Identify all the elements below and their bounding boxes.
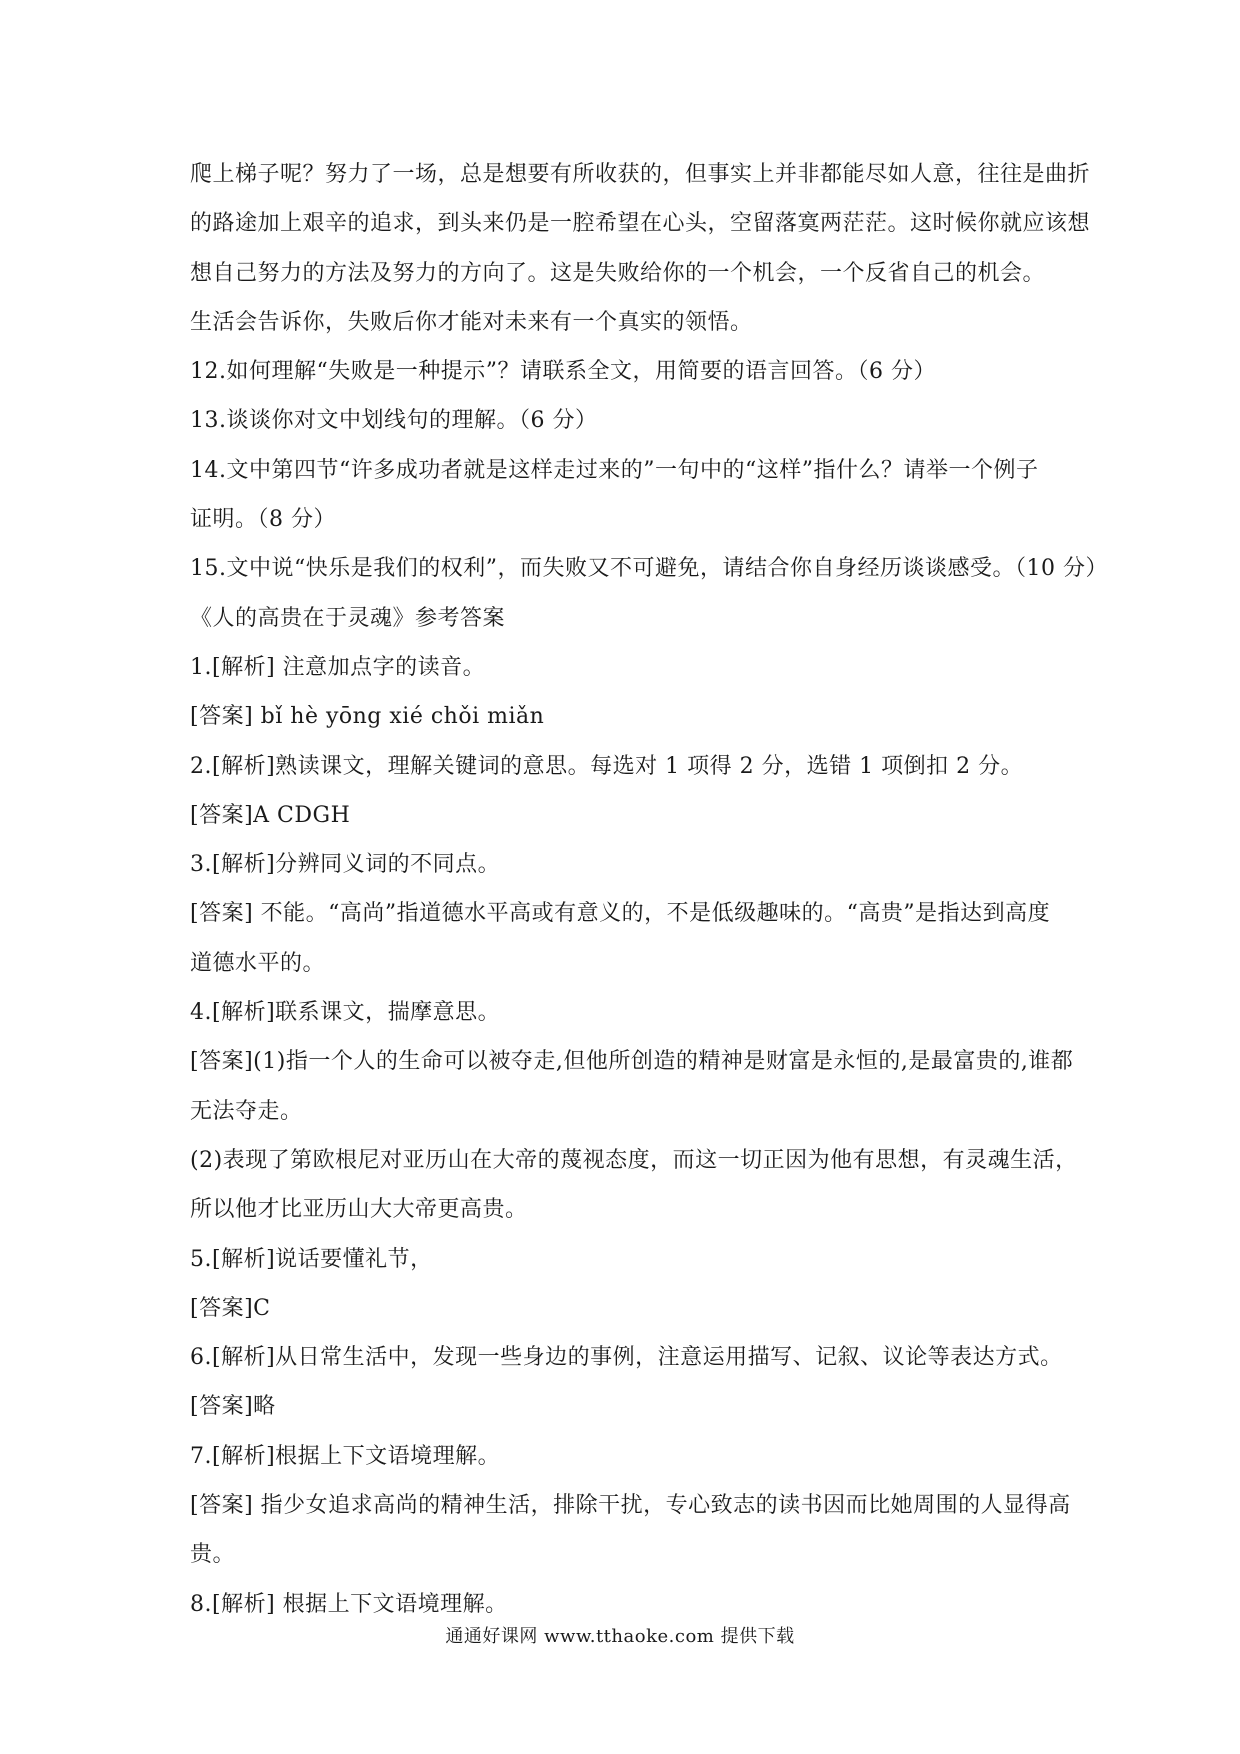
answer-5: [答案]C [190, 1295, 271, 1321]
text-line: 想自己努力的方法及努力的方向了。这是失败给你的一个机会，一个反省自己的机会。 [190, 260, 1046, 286]
analysis-2: 2.[解析]熟读课文，理解关键词的意思。每选对 1 项得 2 分，选错 1 项倒扣 2 分。 [190, 753, 1024, 779]
text-line: 爬上梯子呢？努力了一场，总是想要有所收获的，但事实上并非都能尽如人意，往往是曲折 [190, 162, 1091, 187]
analysis-3: 3.[解析]分辨同义词的不同点。 [190, 852, 501, 878]
question-13: 13.谈谈你对文中划线句的理解。（6 分） [190, 408, 598, 434]
analysis-5: 5.[解析]说话要懂礼节， [190, 1246, 433, 1272]
answer-4-part-1-cont: 无法夺走。 [190, 1098, 303, 1124]
analysis-8: 8.[解析] 根据上下文语境理解。 [190, 1591, 508, 1617]
answer-7-cont: 贵。 [190, 1542, 236, 1568]
question-15: 15.文中说“快乐是我们的权利”，而失败又不可避免，请结合你自身经历谈谈感受。（10 分） [190, 556, 1108, 582]
analysis-1: 1.[解析] 注意加点字的读音。 [190, 654, 486, 680]
analysis-7: 7.[解析]根据上下文语境理解。 [190, 1443, 501, 1469]
answer-1: [答案] bǐ hè yōng xié chǒi miǎn [190, 704, 545, 730]
answer-3: [答案] 不能。“高尚”指道德水平高或有意义的，不是低级趣味的。“高贵”是指达到高度 [190, 901, 1051, 927]
text-line: 生活会告诉你，失败后你才能对未来有一个真实的领悟。 [190, 309, 753, 335]
text-line: 的路途加上艰辛的追求，到头来仍是一腔希望在心头，空留落寞两茫茫。这时候你就应该想 [190, 211, 1091, 237]
answer-3-cont: 道德水平的。 [190, 950, 326, 976]
question-14-cont: 证明。（8 分） [190, 507, 336, 533]
analysis-4: 4.[解析]联系课文，揣摩意思。 [190, 1000, 501, 1026]
question-14: 14.文中第四节“许多成功者就是这样走过来的”一句中的“这样”指什么？请举一个例子 [190, 457, 1039, 483]
page-footer: 通通好课网 www.tthaoke.com 提供下载 [445, 1626, 795, 1647]
answer-4-part-2: (2)表现了第欧根尼对亚历山在大帝的蔑视态度，而这一切正因为他有思想，有灵魂生活， [190, 1147, 1078, 1173]
analysis-6: 6.[解析]从日常生活中，发现一些身边的事例，注意运用描写、记叙、议论等表达方式。 [190, 1345, 1063, 1371]
document-body [190, 150, 1108, 1629]
question-12: 12.如何理解“失败是一种提示”？请联系全文，用简要的语言回答。（6 分） [190, 359, 936, 385]
answer-7: [答案] 指少女追求高尚的精神生活，排除干扰，专心致志的读书因而比她周围的人显得高 [190, 1493, 1071, 1519]
answer-2: [答案]A CDGH [190, 802, 351, 828]
answer-section-title: 《人的高贵在于灵魂》参考答案 [190, 605, 506, 631]
answer-4-part-2-cont: 所以他才比亚历山大大帝更高贵。 [190, 1197, 528, 1223]
answer-6: [答案]略 [190, 1394, 276, 1420]
answer-4-part-1: [答案](1)指一个人的生命可以被夺走,但他所创造的精神是财富是永恒的,是最富贵的,谁都 [190, 1049, 1074, 1075]
